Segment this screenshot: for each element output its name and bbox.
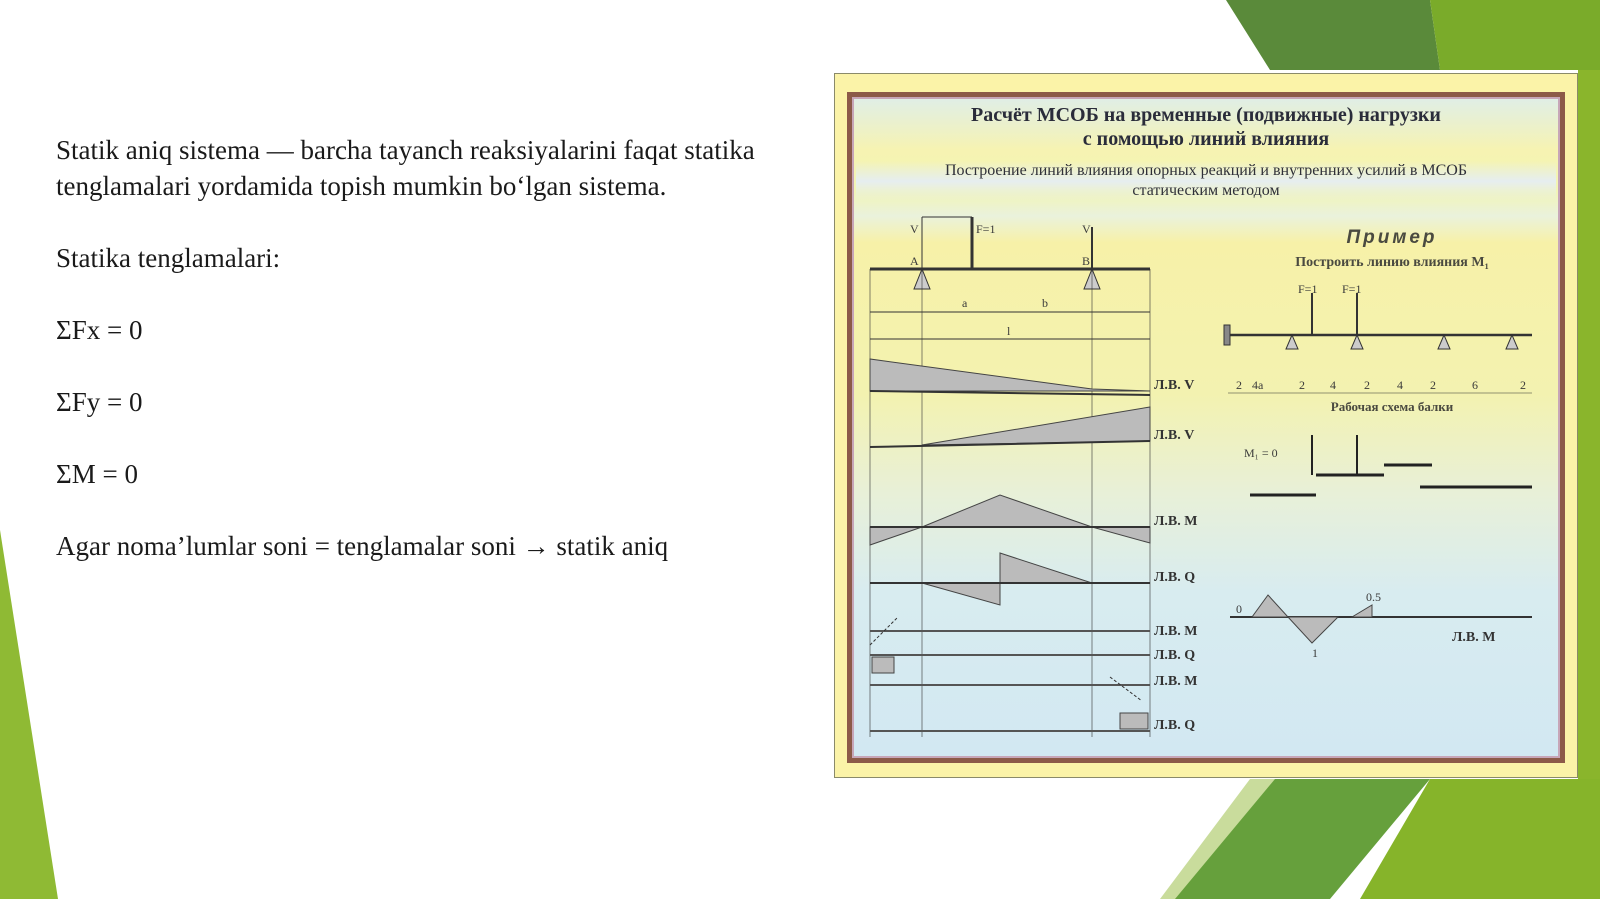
example-title: Пример [1346, 227, 1438, 248]
svg-text:Л.В. M: Л.В. M [1154, 514, 1198, 529]
svg-text:l: l [1007, 324, 1011, 338]
svg-text:V: V [910, 222, 919, 236]
influence-line-vb [870, 407, 1194, 447]
svg-text:4a: 4a [1252, 378, 1264, 392]
influence-line-diagrams [852, 97, 1562, 767]
influence-line-m3 [870, 674, 1197, 701]
svg-text:2: 2 [1299, 378, 1305, 392]
influence-lines-figure [834, 73, 1578, 778]
influence-line-m1 [870, 495, 1197, 545]
figure-frame [847, 92, 1565, 763]
svg-text:A: A [910, 254, 919, 268]
svg-text:6: 6 [1472, 378, 1478, 392]
svg-text:Л.В. V: Л.В. V [1154, 378, 1195, 393]
svg-text:b: b [1042, 296, 1048, 310]
example-beam [1224, 293, 1532, 393]
equations-heading: Statika tenglamalari: [56, 243, 281, 273]
conclusion: Agar noma’lumlar soni = tenglamalar soni → statik aniq [56, 531, 669, 561]
influence-line-q3 [870, 713, 1195, 733]
svg-text:Л.В. V: Л.В. V [1154, 428, 1195, 443]
svg-text:Л.В. Q: Л.В. Q [1154, 718, 1196, 733]
left-beam-scheme [870, 217, 1150, 737]
work-scheme-label: Рабочая схема балки [1330, 399, 1454, 414]
svg-text:2: 2 [1236, 378, 1242, 392]
figure-subtitle-line-1: Построение линий влияния опорных реакций и внутренних усилий в МСОБ [944, 162, 1468, 179]
influence-line-q2 [870, 648, 1195, 673]
svg-text:F=1: F=1 [976, 222, 996, 236]
work-scheme [1244, 435, 1532, 495]
svg-text:F=1: F=1 [1342, 282, 1362, 296]
svg-text:2: 2 [1430, 378, 1436, 392]
svg-text:4: 4 [1330, 378, 1336, 392]
svg-text:Л.В. Q: Л.В. Q [1154, 648, 1196, 663]
svg-text:2: 2 [1520, 378, 1526, 392]
svg-text:0.5: 0.5 [1366, 590, 1381, 604]
green-shape-left [0, 530, 58, 899]
beam-labels [910, 222, 1091, 338]
equation-fy: ΣFy = 0 [56, 387, 143, 417]
svg-text:Л.В. Q: Л.В. Q [1154, 570, 1196, 585]
svg-text:1: 1 [1312, 646, 1318, 660]
figure-title-line-2: с помощью линий влияния [1082, 128, 1330, 150]
svg-text:Л.В. M: Л.В. M [1154, 674, 1198, 689]
definition-line-2: tenglamalari yordamida topish mumkin bo‘lgan sistema. [56, 171, 667, 201]
svg-text:Л.В. M: Л.В. M [1452, 630, 1496, 645]
svg-text:4: 4 [1397, 378, 1403, 392]
example-span-labels [1236, 282, 1526, 392]
svg-text:Л.В. M: Л.В. M [1154, 624, 1198, 639]
svg-text:F=1: F=1 [1298, 282, 1318, 296]
influence-line-va [870, 359, 1194, 395]
green-shape-top-dark [1226, 0, 1440, 70]
example-subtitle: Построить линию влияния M₁ [1295, 255, 1489, 270]
green-shape-right-edge [1578, 70, 1600, 780]
definition-line-1: Statik aniq sistema — barcha tayanch reaksiyalarini faqat statika [56, 135, 755, 165]
influence-line-q1 [870, 553, 1195, 605]
svg-text:a: a [962, 296, 968, 310]
influence-line-m2 [870, 617, 1197, 645]
svg-text:B: B [1082, 254, 1091, 268]
equation-m: ΣM = 0 [56, 459, 138, 489]
figure-title-line-1: Расчёт МСОБ на временные (подвижные) нагрузки [971, 104, 1441, 126]
green-shape-top-light [1430, 0, 1600, 70]
slide-text [56, 132, 836, 564]
svg-text:2: 2 [1364, 378, 1370, 392]
equation-fx: ΣFx = 0 [56, 315, 143, 345]
svg-text:V: V [1082, 222, 1091, 236]
svg-text:0: 0 [1236, 602, 1242, 616]
figure-subtitle-line-2: статическим методом [1132, 182, 1280, 199]
svg-text:M₁ = 0: M₁ = 0 [1244, 446, 1278, 460]
example-influence-line [1230, 590, 1532, 660]
